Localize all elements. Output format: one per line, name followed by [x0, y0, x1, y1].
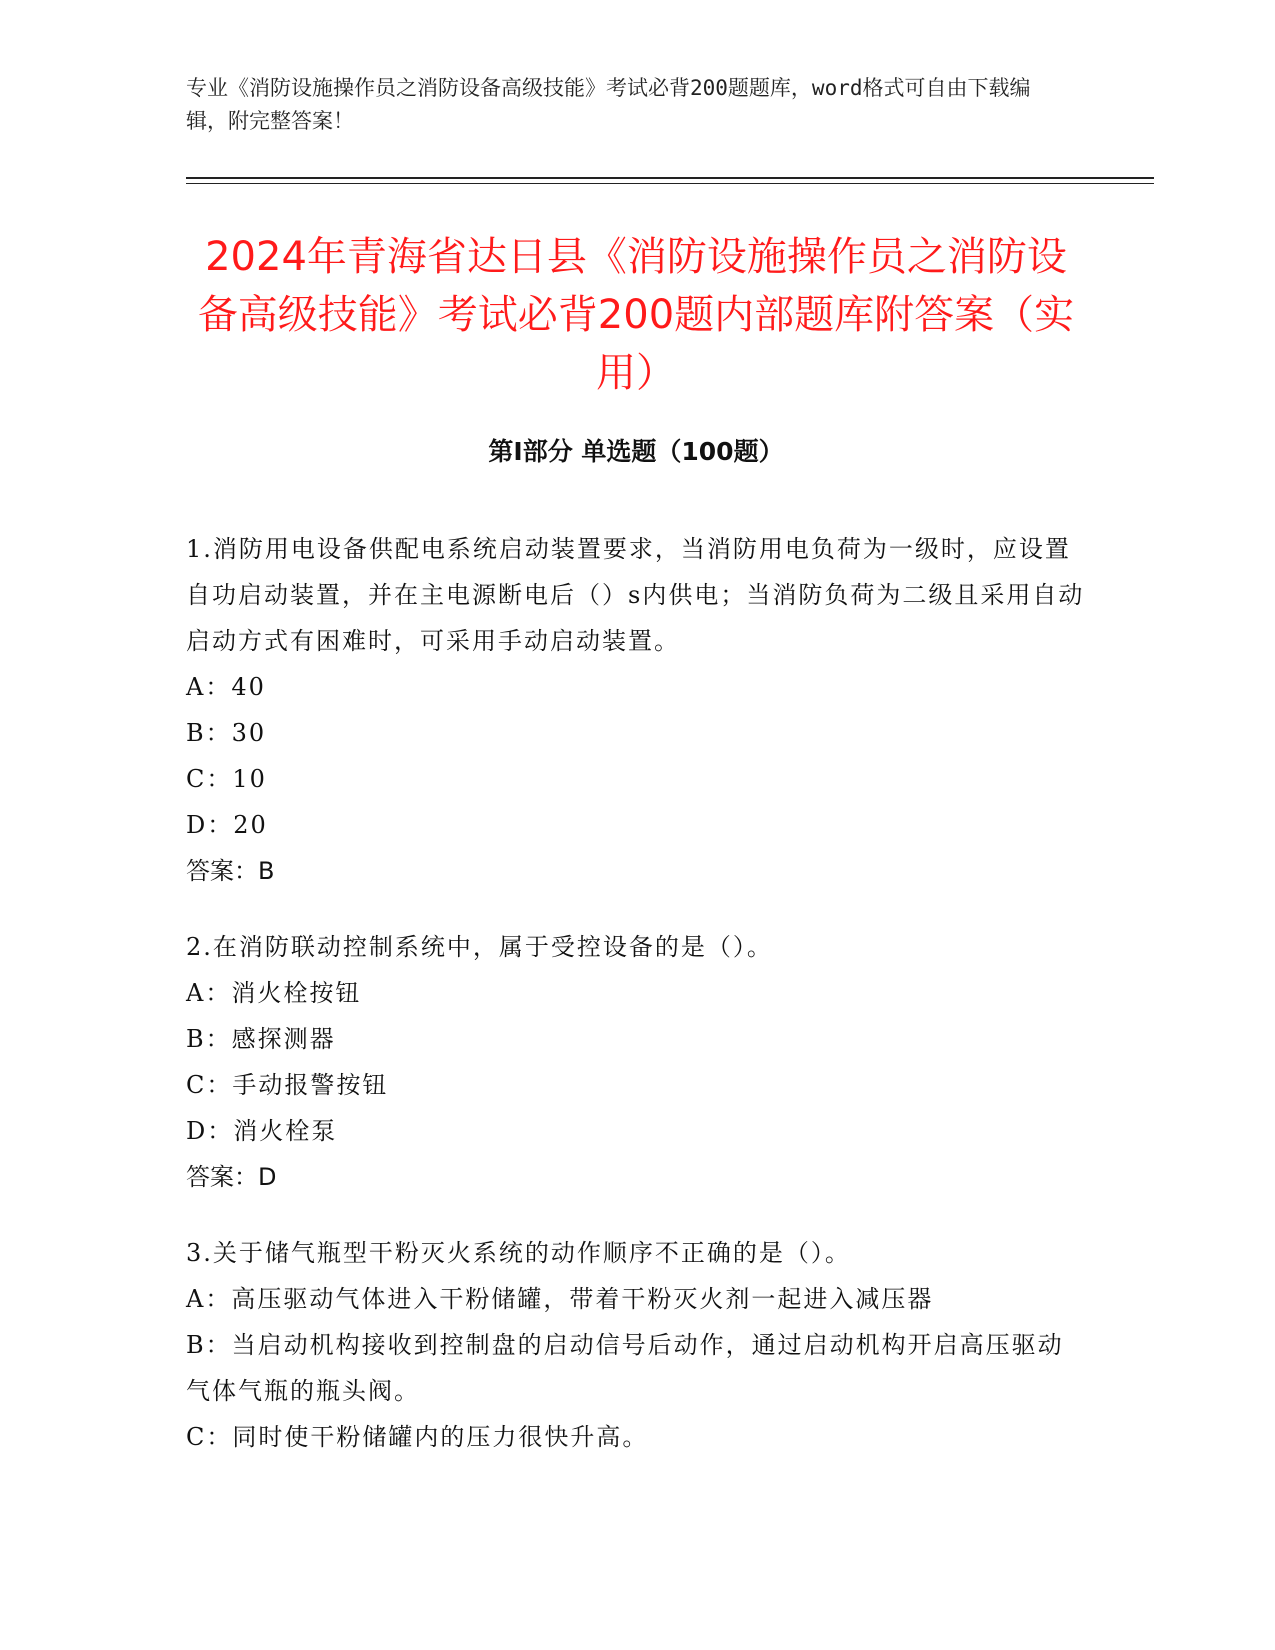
- option-b: B：感探测器: [186, 1025, 336, 1053]
- header-divider-thick: [186, 177, 1154, 179]
- option-d: D：消火栓泵: [186, 1117, 338, 1145]
- document-title: 2024年青海省达日县《消防设施操作员之消防设备高级技能》考试必背200题内部题库附答案（实用）: [197, 234, 1075, 396]
- question-text: 3.关于储气瓶型干粉灭火系统的动作顺序不正确的是（）。: [186, 1239, 851, 1267]
- question-list: [186, 526, 1086, 1490]
- question-1: [186, 526, 1086, 894]
- option-a: A：高压驱动气体进入干粉储罐，带着干粉灭火剂一起进入减压器: [186, 1285, 934, 1313]
- option-a: A：40: [186, 673, 266, 701]
- question-text: 1.消防用电设备供配电系统启动装置要求，当消防用电负荷为一级时，应设置自功启动装置，并在主电源断电后（）s内供电；当消防负荷为二级且采用自动启动方式有困难时，可采用手动启动装置。: [186, 535, 1085, 655]
- answer-label: 答案：D: [186, 1163, 277, 1191]
- header-divider-thin: [186, 183, 1154, 184]
- answer-label: 答案：B: [186, 857, 275, 885]
- section-title: 第I部分 单选题（100题）: [488, 437, 784, 466]
- question-text: 2.在消防联动控制系统中，属于受控设备的是（）。: [186, 933, 773, 961]
- option-a: A：消火栓按钮: [186, 979, 362, 1007]
- option-b: B：当启动机构接收到控制盘的启动信号后动作，通过启动机构开启高压驱动气体气瓶的瓶头阀。: [186, 1331, 1064, 1405]
- option-d: D：20: [186, 811, 268, 839]
- header-note: 专业《消防设施操作员之消防设备高级技能》考试必背200题题库，word格式可自由下载编辑，附完整答案！: [186, 76, 1031, 133]
- option-b: B：30: [186, 719, 267, 747]
- option-c: C：10: [186, 765, 267, 793]
- option-c: C：同时使干粉储罐内的压力很快升高。: [186, 1423, 649, 1451]
- question-2: [186, 924, 1086, 1200]
- option-c: C：手动报警按钮: [186, 1071, 389, 1099]
- question-3: [186, 1230, 1086, 1460]
